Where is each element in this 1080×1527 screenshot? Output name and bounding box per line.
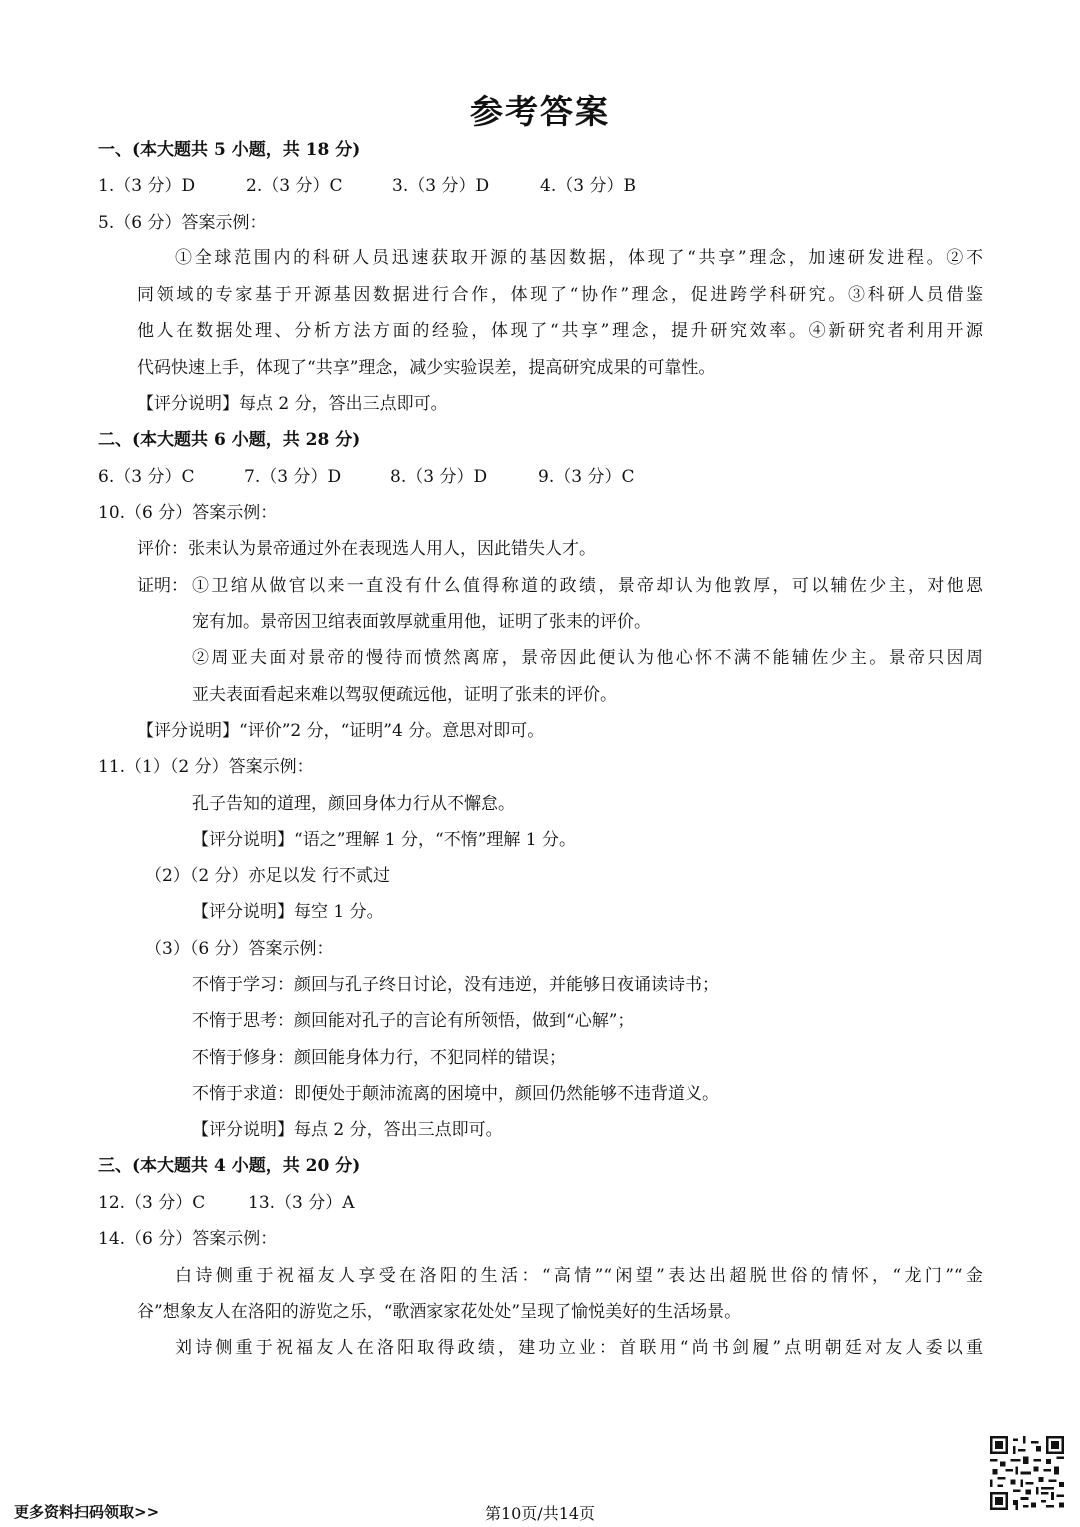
q11-3-line-1: 不惰于学习：颜回与孔子终日讨论，没有违逆，并能够日夜诵读诗书； — [192, 975, 719, 995]
answer-q7: 7.（3 分）D — [244, 467, 342, 487]
q10-scoring-note: 【评分说明】“评价”2 分，“证明”4 分。意思对即可。 — [137, 721, 545, 741]
answer-q3: 3.（3 分）D — [392, 176, 490, 196]
q11-3-line-2: 不惰于思考：颜回能对孔子的言论有所领悟，做到“心解”； — [192, 1011, 635, 1031]
q10-heading: 10.（6 分）答案示例： — [98, 503, 278, 523]
section-3-heading: 三、(本大题共 4 小题，共 20 分) — [98, 1156, 361, 1176]
answer-q2: 2.（3 分）C — [246, 176, 343, 196]
q14-heading: 14.（6 分）答案示例： — [98, 1229, 278, 1249]
q5-heading: 5.（6 分）答案示例： — [98, 213, 267, 233]
q11-1-scoring-note: 【评分说明】“语之”理解 1 分，“不惰”理解 1 分。 — [192, 830, 577, 850]
answer-q9: 9.（3 分）C — [538, 467, 635, 487]
section-1-heading: 一、(本大题共 5 小题，共 18 分) — [98, 140, 361, 160]
q5-line-3: 他人在数据处理、分析方法方面的经验，体现了“共享”理念，提升研究效率。④新研究者利用开源 — [137, 321, 983, 341]
q11-3-scoring-note: 【评分说明】每点 2 分，答出三点即可。 — [192, 1120, 503, 1140]
q11-3-line-3: 不惰于修身：颜回能身体力行，不犯同样的错误； — [192, 1048, 566, 1068]
answer-q6: 6.（3 分）C — [98, 467, 195, 487]
q14-line-2: 谷”想象友人在洛阳的游览之乐，“歌酒家家花处处”呈现了愉悦美好的生活场景。 — [137, 1302, 742, 1322]
q5-scoring-note: 【评分说明】每点 2 分，答出三点即可。 — [137, 394, 448, 414]
answer-q13: 13.（3 分）A — [248, 1193, 355, 1213]
section-2-choices — [98, 466, 634, 488]
q11-2-heading: （2）（2 分）亦足以发 行不贰过 — [145, 866, 390, 886]
q10-proof-1b: 宠有加。景帝因卫绾表面敦厚就重用他，证明了张耒的评价。 — [192, 612, 651, 632]
section-2-heading: 二、(本大题共 6 小题，共 28 分) — [98, 430, 361, 450]
answer-q12: 12.（3 分）C — [98, 1193, 206, 1213]
q10-proof-label: 证明： — [137, 576, 188, 596]
footer-more-resources: 更多资料扫码领取>> — [14, 1503, 160, 1521]
q11-2-scoring-note: 【评分说明】每空 1 分。 — [192, 902, 384, 922]
answer-q8: 8.（3 分）D — [390, 467, 488, 487]
q14-line-3: 刘诗侧重于祝福友人在洛阳取得政绩，建功立业：首联用“尚书剑履”点明朝廷对友人委以重 — [175, 1338, 983, 1358]
q10-proof-2b: 亚夫表面看起来难以驾驭便疏远他，证明了张耒的评价。 — [192, 685, 617, 705]
q11-3-line-4: 不惰于求道：即便处于颠沛流离的困境中，颜回仍然能够不违背道义。 — [192, 1084, 719, 1104]
footer-page-number: 第10页/共14页 — [484, 1504, 596, 1523]
qr-code-icon — [990, 1436, 1064, 1510]
q10-evaluation: 评价：张耒认为景帝通过外在表现选人用人，因此错失人才。 — [137, 539, 596, 559]
q11-1-answer: 孔子告知的道理，颜回身体力行从不懈怠。 — [192, 794, 515, 814]
section-3-choices — [98, 1192, 355, 1214]
q10-proof-2a: ②周亚夫面对景帝的慢待而愤然离席，景帝因此便认为他心怀不满不能辅佐少主。景帝只因周 — [192, 648, 983, 668]
q5-line-2: 同领域的专家基于开源基因数据进行合作，体现了“协作”理念，促进跨学科研究。③科研人员借鉴 — [137, 285, 983, 305]
section-1-choices — [98, 175, 636, 197]
q11-1-heading: 11.（1）（2 分）答案示例： — [98, 757, 314, 777]
q14-line-1: 白诗侧重于祝福友人享受在洛阳的生活：“高情”“闲望”表达出超脱世俗的情怀，“龙门”“金 — [175, 1266, 983, 1286]
q10-proof-1a: ①卫绾从做官以来一直没有什么值得称道的政绩，景帝却认为他敦厚，可以辅佐少主，对他恩 — [192, 576, 983, 596]
q11-3-heading: （3）（6 分）答案示例： — [145, 939, 334, 959]
answer-q1: 1.（3 分）D — [98, 176, 196, 196]
page-title: 参考答案 — [470, 92, 610, 131]
q5-line-4: 代码快速上手，体现了“共享”理念，减少实验误差，提高研究成果的可靠性。 — [137, 358, 716, 378]
answer-q4: 4.（3 分）B — [540, 176, 636, 196]
q5-line-1: ①全球范围内的科研人员迅速获取开源的基因数据，体现了“共享”理念，加速研发进程。②不 — [175, 248, 983, 268]
